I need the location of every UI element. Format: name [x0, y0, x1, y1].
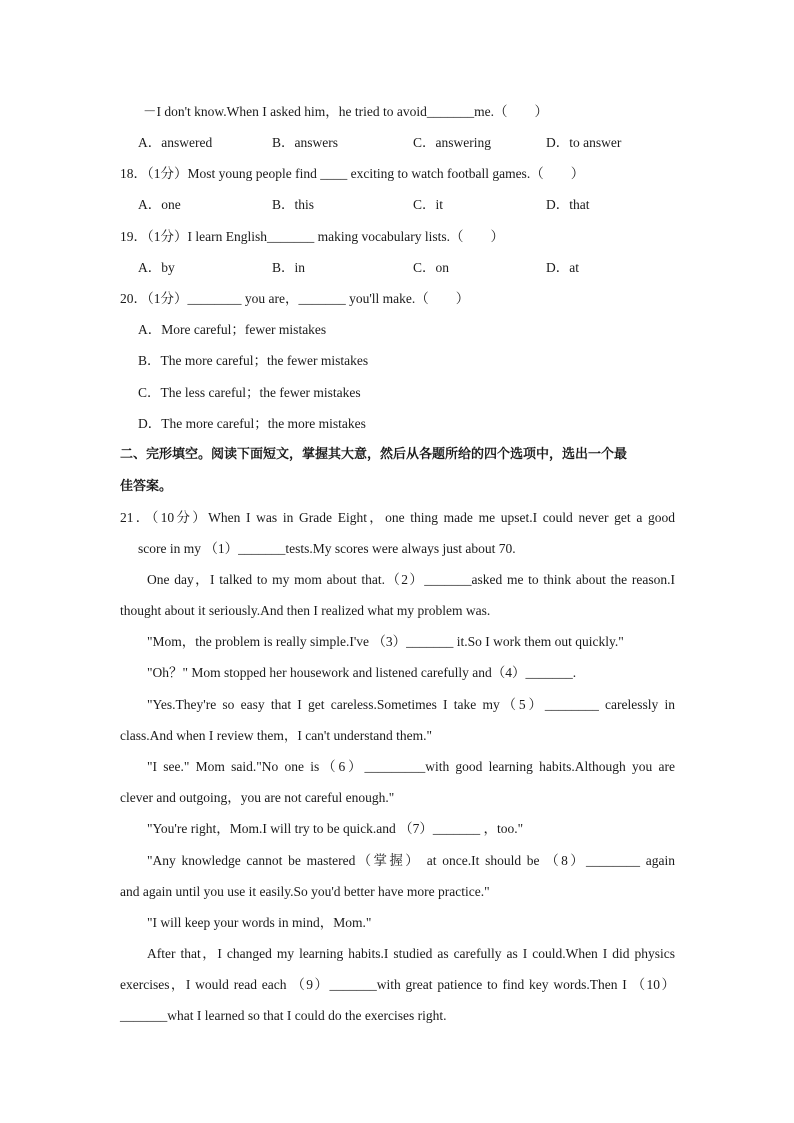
q21-line-9: "I see." Mom said."No one is（6）_________with good learning habits.Although you are [147, 759, 675, 774]
q21-line-15: After that，I changed my learning habits.I studied as carefully as I could.When I did physics [147, 946, 675, 961]
q18-option-c: C．it [413, 197, 444, 212]
q19-option-d: D．at [546, 260, 579, 275]
q21-line-17: _______what I learned so that I could do the exercises right. [120, 1008, 447, 1023]
q20-option-c: C．The less careful；the fewer mistakes [138, 385, 361, 400]
q17-option-b: B．answers [272, 135, 338, 150]
q21-line-12: "Any knowledge cannot be mastered（掌握） at once.It should be （8）________ again [147, 853, 675, 868]
section-heading-cont: 佳答案。 [120, 479, 173, 494]
q17-option-d: D．to answer [546, 135, 622, 150]
q21-line-6: "Oh？" Mom stopped her housework and listened carefully and（4）_______. [147, 665, 577, 680]
q21-line-1: 21．（10分）When I was in Grade Eight，one thing made me upset.I could never get a good [120, 510, 675, 525]
q17-option-c: C．answering [413, 135, 491, 150]
q19-option-c: C．on [413, 260, 450, 275]
q21-line-7: "Yes.They're so easy that I get careless.Sometimes I take my（5）________ carelessly in [147, 697, 675, 712]
q21-line-8: class.And when I review them，I can't understand them." [120, 728, 432, 743]
q20-option-b: B．The more careful；the fewer mistakes [138, 353, 369, 368]
q21-line-14: "I will keep your words in mind，Mom." [147, 915, 372, 930]
q18-option-d: D．that [546, 197, 590, 212]
q18-option-b: B．this [272, 197, 315, 212]
q20-option-d: D．The more careful；the more mistakes [138, 416, 366, 431]
section-heading: 二、完形填空。阅读下面短文，掌握其大意，然后从各题所给的四个选项中，选出一个最 [120, 447, 628, 462]
q21-line-4: thought about it seriously.And then I realized what my problem was. [120, 603, 491, 618]
q17-stem: －I don't know.When I asked him，he tried to avoid_______me.（ ） [143, 104, 548, 119]
q20-stem: 20．（1分）________ you are，_______ you'll make.（ ） [120, 291, 470, 306]
q19-option-b: B．in [272, 260, 306, 275]
q19-option-a: A．by [138, 260, 175, 275]
q21-line-2: score in my （1）_______tests.My scores were always just about 70. [138, 541, 516, 556]
q19-stem: 19．（1分）I learn English_______ making vocabulary lists.（ ） [120, 229, 504, 244]
q18-option-a: A．one [138, 197, 181, 212]
q21-line-10: clever and outgoing，you are not careful enough." [120, 790, 395, 805]
q17-option-a: A．answered [138, 135, 213, 150]
q20-option-a: A．More careful；fewer mistakes [138, 322, 327, 337]
q21-line-11: "You're right，Mom.I will try to be quick.and （7）_______ ，too." [147, 821, 524, 836]
q21-line-13: and again until you use it easily.So you'd better have more practice." [120, 884, 490, 899]
q21-line-16: exercises，I would read each （9）_______with great patience to find key words.Then I （10） [120, 977, 675, 992]
q21-line-3: One day，I talked to my mom about that.（2）_______asked me to think about the reason.I [147, 572, 675, 587]
q21-line-5: "Mom，the problem is really simple.I've （3）_______ it.So I work them out quickly." [147, 634, 624, 649]
q18-stem: 18．（1分）Most young people find ____ exciting to watch football games.（ ） [120, 166, 585, 181]
